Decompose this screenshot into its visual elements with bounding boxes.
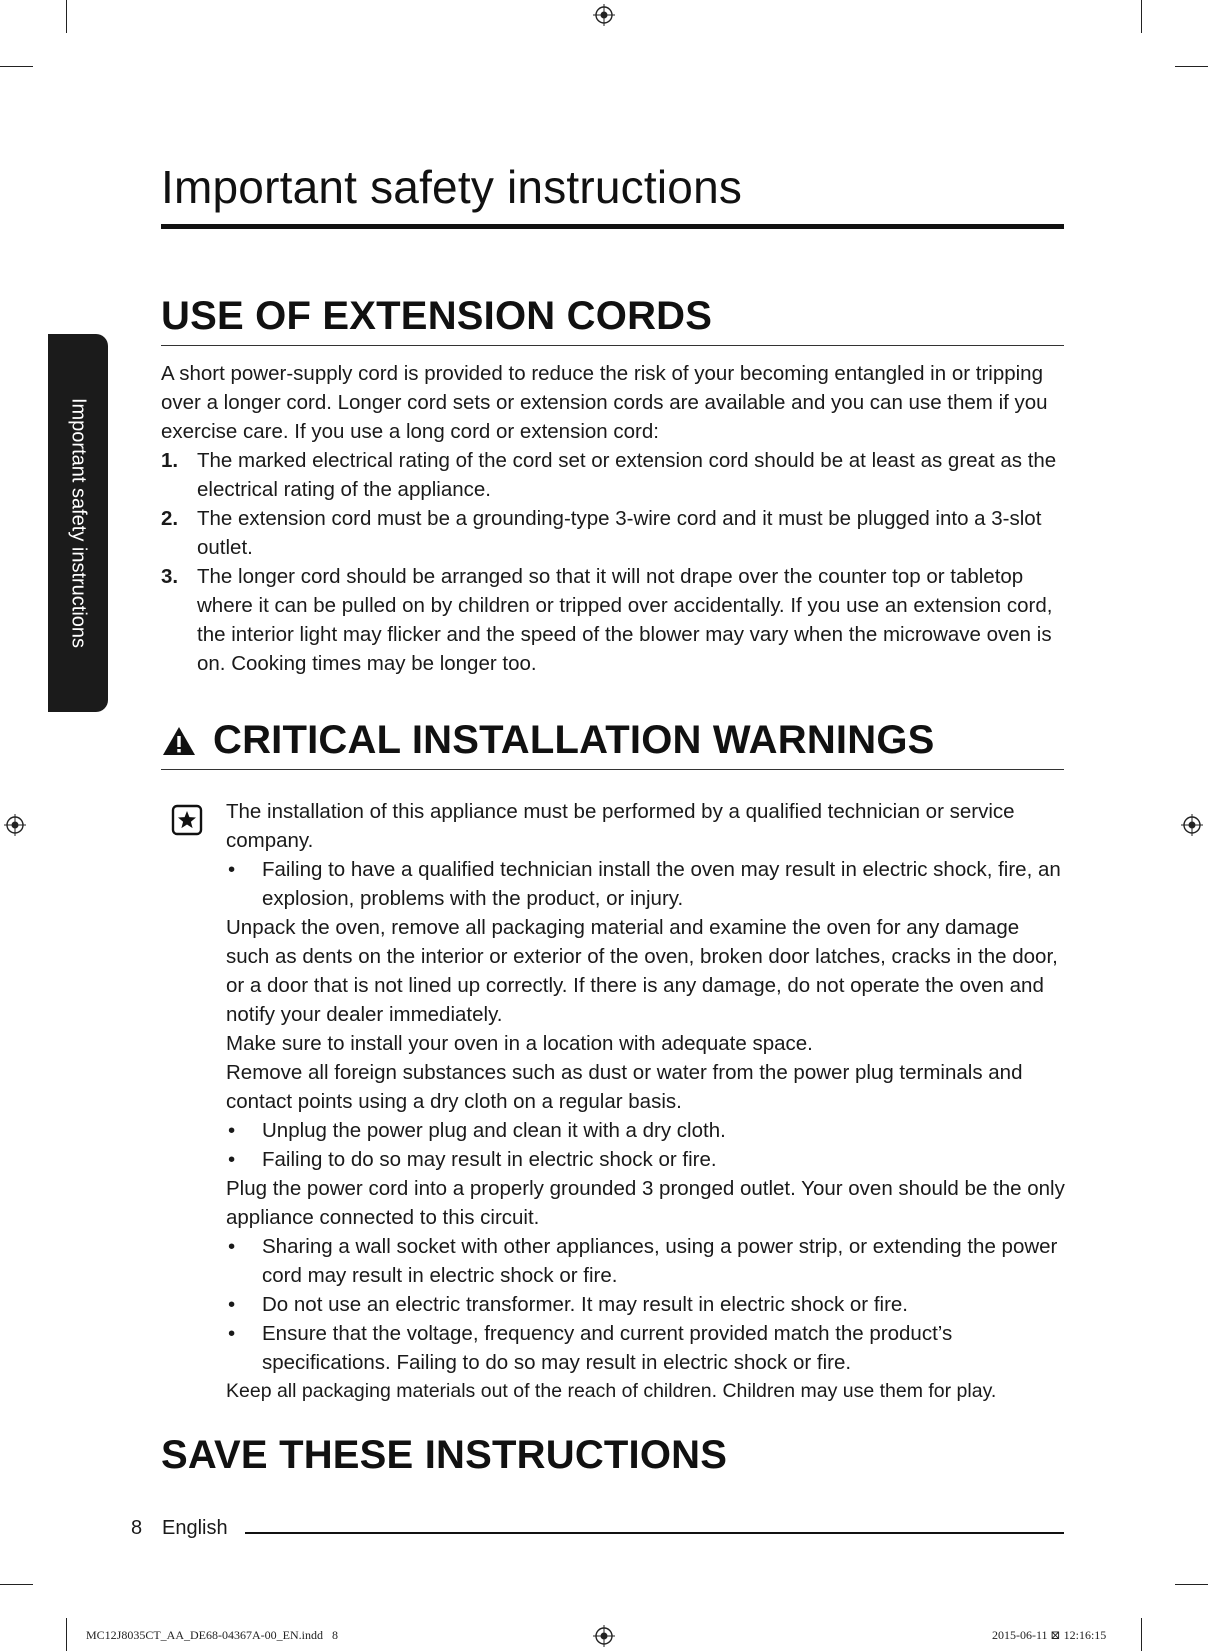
footer-rule <box>245 1532 1064 1534</box>
registration-mark-icon <box>593 4 615 26</box>
warnings-heading-row <box>161 718 1064 770</box>
star-note-icon <box>171 804 203 836</box>
list-item: • Failing to have a qualified technician install the oven may result in electric shock, fire, an explosion, problems with the product, or injury. <box>226 855 1066 913</box>
crop-mark <box>1175 66 1208 67</box>
slug-datetime <box>992 1628 1106 1643</box>
slug-glyph: ⊠ <box>1050 1628 1061 1642</box>
crop-mark <box>1141 1618 1142 1651</box>
item-text: The marked electrical rating of the cord set or extension cord should be at least as great as the electrical rating of the appliance. <box>197 449 1057 501</box>
save-heading: SAVE THESE INSTRUCTIONS <box>161 1433 728 1477</box>
warning-paragraph: Unpack the oven, remove all packaging material and examine the oven for any damage such as dents on the interior or exterior of the oven, broken door latches, cracks in the door, or a door that is not lined up correctly. If there is any damage, do not operate the oven and notify your dealer immediately. <box>226 916 1058 1026</box>
item-text: The extension cord must be a grounding-type 3-wire cord and it must be plugged into a 3-slot outlet. <box>197 507 1042 559</box>
registration-mark-icon <box>1181 814 1203 836</box>
extension-list <box>161 446 1064 678</box>
side-tab <box>48 334 108 712</box>
crop-mark <box>1175 1584 1208 1585</box>
slug-date: 2015-06-11 <box>992 1628 1048 1642</box>
item-number: 2. <box>161 507 179 530</box>
section-rule <box>161 345 1064 346</box>
item-number: 1. <box>161 449 179 472</box>
crop-mark <box>66 1618 67 1651</box>
item-number: 3. <box>161 565 179 588</box>
warning-paragraph: Make sure to install your oven in a location with adequate space. <box>226 1032 813 1055</box>
side-tab-label: Important safety instructions <box>67 397 90 649</box>
warning-paragraph: Keep all packaging materials out of the reach of children. Children may use them for play. <box>226 1380 997 1402</box>
extension-section <box>161 294 1064 678</box>
registration-mark-icon <box>593 1625 615 1647</box>
warning-paragraph: Remove all foreign substances such as dust or water from the power plug terminals and contact points using a dry cloth on a regular basis. <box>226 1061 1023 1113</box>
list-item <box>161 504 1064 562</box>
bullet-list <box>226 1116 1066 1174</box>
item-text: The longer cord should be arranged so that it will not drape over the counter top or tabletop where it can be pulled on by children or tripped over accidentally. If you use an extension cord, the interior light may flicker and the speed of the blower may vary when the microwave oven is on. Cooking times may be longer too. <box>197 565 1053 675</box>
list-item <box>161 562 1064 678</box>
warnings-heading: CRITICAL INSTALLATION WARNINGS <box>213 718 935 762</box>
warning-triangle-icon <box>161 725 197 757</box>
page-title: Important safety instructions <box>161 161 743 213</box>
extension-heading: USE OF EXTENSION CORDS <box>161 294 713 338</box>
list-item <box>161 446 1064 504</box>
list-item: • Unplug the power plug and clean it with a dry cloth. <box>226 1116 1066 1145</box>
warning-paragraph: The installation of this appliance must be performed by a qualified technician or service company. <box>226 800 1015 852</box>
registration-mark-icon <box>4 814 26 836</box>
slug-time: 12:16:15 <box>1063 1628 1107 1642</box>
list-item: • Do not use an electric transformer. It may result in electric shock or fire. <box>226 1290 1066 1319</box>
list-item: • Failing to do so may result in electric shock or fire. <box>226 1145 1066 1174</box>
crop-mark <box>0 1584 33 1585</box>
footer-language: English <box>162 1517 228 1539</box>
crop-mark <box>66 0 67 33</box>
warnings-body <box>226 797 1066 1406</box>
crop-mark <box>0 66 33 67</box>
list-item: • Sharing a wall socket with other appliances, using a power strip, or extending the power cord may result in electric shock or fire. <box>226 1232 1066 1290</box>
title-rule <box>161 224 1064 229</box>
crop-mark <box>1141 0 1142 33</box>
page-number: 8 <box>131 1517 143 1539</box>
bullet-list <box>226 1232 1066 1377</box>
slug-filename: MC12J8035CT_AA_DE68-04367A-00_EN.indd 8 <box>86 1628 338 1642</box>
warning-paragraph: Plug the power cord into a properly grounded 3 pronged outlet. Your oven should be the only appliance connected to this circuit. <box>226 1177 1065 1229</box>
bullet-list <box>226 855 1066 913</box>
extension-intro: A short power-supply cord is provided to reduce the risk of your becoming entangled in or tripping over a longer cord. Longer cord sets or extension cords are available and you can use them if you exercise care. If you use a long cord or extension cord: <box>161 362 1048 443</box>
list-item: • Ensure that the voltage, frequency and current provided match the product’s specifications. Failing to do so may result in electric shock or fire. <box>226 1319 1066 1377</box>
section-rule <box>161 769 1064 770</box>
